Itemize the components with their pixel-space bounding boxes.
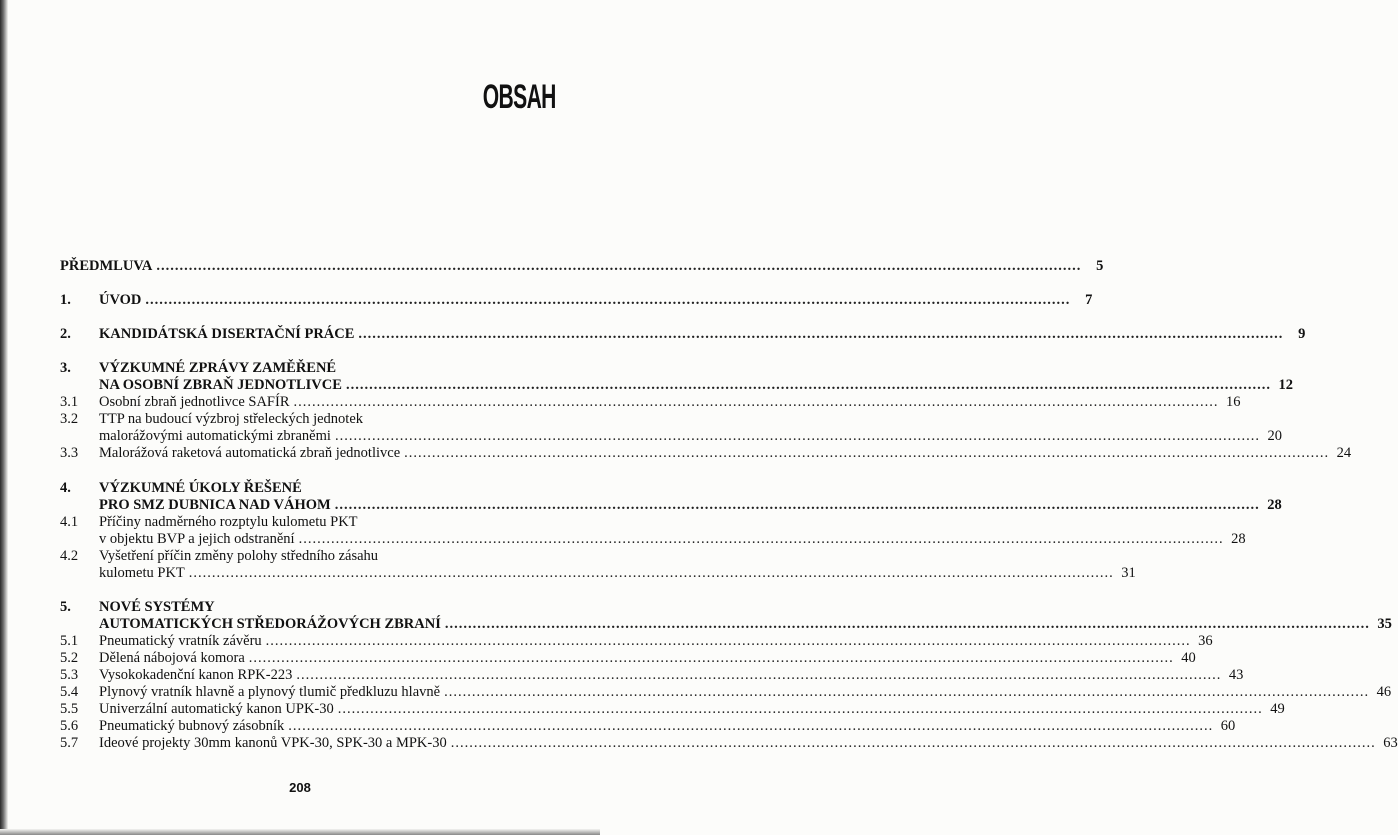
toc-entry-title: Pneumatický bubnový zásobník [99,718,285,734]
leader-dots: ........................................................................................................................................................................................................ [444,684,1370,700]
toc-entry-number: 5.1 [60,633,79,649]
toc-entry-title: Univerzální automatický kanon UPK-30 [99,701,334,717]
toc-page-number: 16 [1226,394,1241,410]
toc-entry-number: 3.1 [60,394,79,410]
toc-page-number: 12 [1278,377,1293,393]
leader-dots: ........................................................................................................................................................................................................ [188,565,1114,581]
toc-entry-number: 2. [60,326,71,342]
page-title: OBSAH [482,78,556,116]
toc-entry-title: Malorážová raketová automatická zbraň jednotlivce [99,445,401,461]
leader-dots: ........................................................................................................................................................................................................ [296,667,1222,683]
toc-page-number: 43 [1228,667,1244,683]
toc-entry-number: 5.4 [60,684,79,700]
toc-page-number: 46 [1376,684,1392,700]
leader-dots: ........................................................................................................................................................................................................ [288,718,1214,734]
toc-entry-number: 4.1 [60,514,79,530]
toc-entry-number: 4.2 [60,548,79,564]
toc-entry-number: 1. [60,292,71,308]
toc-entry-title-line: AUTOMATICKÝCH STŘEDORÁŽOVÝCH ZBRANÍ [99,616,441,632]
leader-dots: ........................................................................................................................................................................................................ [404,445,1330,461]
toc-entry-title: KANDIDÁTSKÁ DISERTAČNÍ PRÁCE [99,326,355,342]
toc-entry-title-line: kulometu PKT [99,565,185,581]
toc-entry-title: Plynový vratník hlavně a plynový tlumič předkluzu hlavně [99,684,441,700]
toc-page-number: 9 [1298,326,1306,342]
page-edge-shadow [0,0,8,835]
toc-entry-title-line: malorážovými automatickými zbraněmi [99,428,331,444]
toc-entry-title: Ideové projekty 30mm kanonů VPK-30, SPK-30 a MPK-30 [99,735,447,751]
toc-page-number: 28 [1231,531,1246,547]
toc-entry-title-line: Příčiny nadměrného rozptylu kulometu PKT [99,514,358,530]
toc-entry-number: 5.6 [60,718,79,734]
toc-entry-title-line: NOVÉ SYSTÉMY [99,599,215,615]
toc-entry-title-line: VÝZKUMNÉ ÚKOLY ŘEŠENÉ [99,480,302,496]
leader-dots: ........................................................................................................................................................................................................ [293,394,1219,410]
toc-page-number: 31 [1121,565,1136,581]
leader-dots: ........................................................................................................................................................................................................ [345,377,1271,393]
page-bottom-shadow [0,829,600,835]
toc-page-number: 7 [1085,292,1093,308]
toc-entry-title: PŘEDMLUVA [60,258,153,274]
toc-entry-number: 5.3 [60,667,79,683]
leader-dots: ........................................................................................................................................................................................................ [444,616,1370,632]
toc-entry-number: 5.7 [60,735,79,751]
toc-entry-title: Dělená nábojová komora [99,650,245,666]
toc-entry-title-line: NA OSOBNÍ ZBRAŇ JEDNOTLIVCE [99,377,342,393]
page-number: 208 [289,780,311,795]
toc-entry-title-line: VÝZKUMNÉ ZPRÁVY ZAMĚŘENÉ [99,360,337,376]
toc-entry-number: 4. [60,480,71,496]
toc-entry-title: ÚVOD [99,292,142,308]
toc-entry-title-line: PRO SMZ DUBNICA NAD VÁHOM [99,497,331,513]
leader-dots: ........................................................................................................................................................................................................ [450,735,1376,751]
toc-entry-number: 3. [60,360,71,376]
toc-page-number: 49 [1270,701,1285,717]
leader-dots: ........................................................................................................................................................................................................ [156,258,1082,274]
toc-page-number: 35 [1377,616,1392,632]
toc-entry-number: 5.5 [60,701,79,717]
toc-entry-title-line: TTP na budoucí výzbroj střeleckých jednotek [99,411,364,427]
leader-dots: ........................................................................................................................................................................................................ [337,701,1263,717]
toc-entry-title: Vysokokadenční kanon RPK-223 [99,667,293,683]
toc-entry-number: 3.3 [60,445,79,461]
toc-page-number: 60 [1220,718,1236,734]
toc-entry-number: 5. [60,599,71,615]
leader-dots: ........................................................................................................................................................................................................ [265,633,1191,649]
leader-dots: ........................................................................................................................................................................................................ [334,428,1260,444]
toc-page-number: 28 [1267,497,1282,513]
toc-entry-title-line: v objektu BVP a jejich odstranění [99,531,295,547]
leader-dots: ........................................................................................................................................................................................................ [248,650,1174,666]
toc-page-number: 63 [1383,735,1398,751]
leader-dots: ........................................................................................................................................................................................................ [358,326,1284,342]
toc-page-number: 24 [1336,445,1352,461]
leader-dots: ........................................................................................................................................................................................................ [334,497,1260,513]
toc-entry-title: Osobní zbraň jednotlivce SAFÍR [99,394,290,410]
leader-dots: ........................................................................................................................................................................................................ [298,531,1224,547]
toc-page-number: 5 [1096,258,1104,274]
toc-page-number: 36 [1198,633,1213,649]
toc-page-number: 20 [1267,428,1282,444]
toc-entry-title: Pneumatický vratník závěru [99,633,262,649]
toc-page-number: 40 [1181,650,1196,666]
toc-entry-title-line: Vyšetření příčin změny polohy středního zásahu [99,548,379,564]
leader-dots: ........................................................................................................................................................................................................ [145,292,1071,308]
toc-entry-number: 3.2 [60,411,79,427]
toc-entry-number: 5.2 [60,650,79,666]
